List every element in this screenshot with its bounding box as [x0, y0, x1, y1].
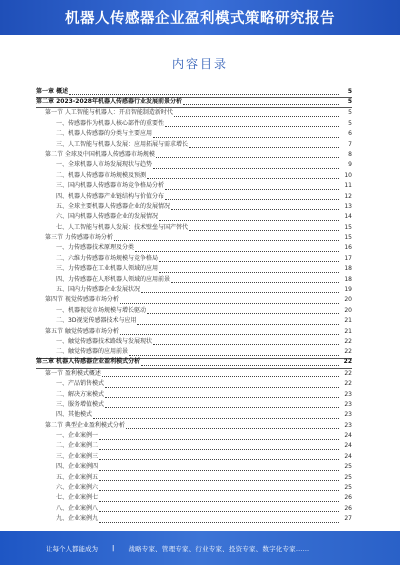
- toc-leader-dots: [129, 355, 339, 356]
- toc-entry[interactable]: [36, 316, 352, 326]
- toc-entry[interactable]: [36, 254, 352, 264]
- toc-leader-dots: [105, 407, 339, 408]
- toc-leader-dots: [93, 418, 339, 419]
- toc-leader-dots: [189, 230, 339, 231]
- toc-entry-label: 一、企业案例一: [56, 432, 99, 440]
- toc-leader-dots: [135, 251, 339, 252]
- toc-entry[interactable]: [36, 347, 352, 357]
- toc-entry-page: 18: [344, 265, 352, 273]
- toc-entry[interactable]: [36, 87, 352, 97]
- toc-leader-dots: [153, 344, 339, 345]
- toc-entry-page: 22: [344, 337, 352, 345]
- toc-entry-label: 第二节 典型企业盈利模式分析: [45, 421, 125, 429]
- toc-entry-page: 23: [344, 421, 352, 429]
- toc-entry[interactable]: [36, 181, 352, 191]
- toc-entry[interactable]: [36, 327, 352, 337]
- toc-entry-label: 二、触觉传感器的应用前景: [56, 348, 129, 356]
- toc-entry[interactable]: [36, 400, 352, 410]
- toc-entry-label: 四、企业案例四: [56, 463, 99, 471]
- toc-entry-label: 一、传感器作为机器人核心部件的重要性: [56, 119, 165, 127]
- toc-entry-page: 27: [344, 515, 352, 523]
- toc-entry[interactable]: [36, 379, 352, 389]
- toc-leader-dots: [156, 157, 339, 158]
- toc-leader-dots: [141, 365, 339, 366]
- toc-entry-page: 5: [347, 87, 352, 95]
- toc-entry-page: 25: [344, 463, 352, 471]
- toc-entry-label: 二、解决方案模式: [56, 390, 105, 398]
- toc-entry[interactable]: [36, 473, 352, 483]
- toc-leader-dots: [147, 178, 339, 179]
- toc-entry[interactable]: [36, 223, 352, 233]
- toc-entry-page: 5: [348, 109, 352, 117]
- toc-entry-label: 二、3D视觉传感器技术与应用: [56, 317, 137, 325]
- toc-entry-label: 四、机器人传感器产业链结构与价值分布: [56, 192, 165, 200]
- toc-entry[interactable]: [36, 160, 352, 170]
- toc-entry[interactable]: [36, 129, 352, 139]
- toc-entry-label: 第三节 力传感器市场分析: [45, 234, 113, 242]
- toc-leader-dots: [102, 376, 339, 377]
- report-footer: [0, 531, 400, 565]
- toc-entry[interactable]: [36, 192, 352, 202]
- table-of-contents: [36, 87, 352, 525]
- toc-entry[interactable]: [36, 493, 352, 503]
- toc-entry-label: 七、人工智能与机器人发展：技术壁垒与国产替代: [56, 223, 189, 231]
- footer-separator: |: [112, 544, 115, 552]
- toc-entry[interactable]: [36, 150, 352, 160]
- toc-title: 内容目录: [171, 57, 228, 71]
- toc-leader-dots: [99, 470, 339, 471]
- toc-entry[interactable]: [36, 212, 352, 222]
- toc-entry-page: 23: [344, 390, 352, 398]
- toc-entry-label: 第四节 视觉传感器市场分析: [45, 296, 119, 304]
- toc-entry[interactable]: [36, 119, 352, 129]
- toc-entry-label: 一、力传感器技术原理及分类: [56, 244, 135, 252]
- toc-entry[interactable]: [36, 295, 352, 305]
- toc-entry-page: 11: [344, 182, 352, 190]
- toc-leader-dots: [99, 522, 339, 523]
- toc-entry-label: 三、人工智能与机器人发展：应用拓展与需求增长: [56, 140, 189, 148]
- toc-entry-page: 14: [344, 213, 352, 221]
- toc-leader-dots: [189, 147, 339, 148]
- toc-entry-label: 一、机器视觉市场规模与增长驱动: [56, 306, 147, 314]
- toc-leader-dots: [159, 261, 339, 262]
- toc-leader-dots: [114, 240, 339, 241]
- toc-entry[interactable]: [36, 462, 352, 472]
- toc-entry-label: 一、产品销售模式: [56, 380, 105, 388]
- toc-entry-page: 12: [344, 192, 352, 200]
- toc-leader-dots: [153, 137, 339, 138]
- toc-entry-page: 21: [344, 327, 352, 335]
- toc-entry[interactable]: [36, 140, 352, 150]
- toc-entry-page: 19: [344, 286, 352, 294]
- toc-entry-page: 26: [344, 504, 352, 512]
- toc-entry-label: 三、国内机器人传感器市场竞争格局分析: [56, 182, 165, 190]
- toc-entry-page: 24: [344, 452, 352, 460]
- toc-leader-dots: [99, 449, 339, 450]
- toc-entry[interactable]: [36, 337, 352, 347]
- toc-entry-page: 20: [344, 306, 352, 314]
- toc-leader-dots: [99, 490, 339, 491]
- toc-entry-page: 22: [344, 380, 352, 388]
- toc-entry-label: 第五节 触觉传感器市场分析: [45, 327, 119, 335]
- toc-entry[interactable]: [36, 421, 352, 431]
- toc-entry-label: 三、服务增值模式: [56, 400, 105, 408]
- toc-entry-page: 25: [344, 473, 352, 481]
- toc-leader-dots: [99, 439, 339, 440]
- toc-entry[interactable]: [36, 97, 352, 108]
- toc-entry-page: 7: [348, 140, 352, 148]
- toc-entry-label: 九、企业案例九: [56, 515, 99, 523]
- toc-entry-label: 六、企业案例六: [56, 484, 99, 492]
- toc-entry-page: 22: [344, 348, 352, 356]
- toc-entry-page: 13: [344, 202, 352, 210]
- toc-entry-label: 第三章 机器人传感器企业盈利模式分析: [36, 358, 141, 366]
- toc-entry-page: 5: [347, 97, 352, 105]
- toc-entry-page: 6: [348, 130, 352, 138]
- toc-entry-label: 七、企业案例七: [56, 494, 99, 502]
- footer-services: 战略专家、管理专家、行业专家、投资专家、数字化专家……: [128, 544, 310, 553]
- toc-entry-label: 五、企业案例五: [56, 473, 99, 481]
- report-title: 机器人传感器企业盈利模式策略研究报告: [65, 11, 335, 27]
- toc-entry-label: 一、触觉传感器技术路线与发展现状: [56, 337, 153, 345]
- toc-leader-dots: [183, 104, 339, 105]
- toc-leader-dots: [126, 428, 339, 429]
- toc-entry-label: 五、全球主要机器人传感器企业的发展情况: [56, 202, 171, 210]
- toc-leader-dots: [159, 220, 339, 221]
- toc-entry-page: 22: [343, 358, 352, 366]
- toc-leader-dots: [165, 199, 339, 200]
- toc-entry-page: 21: [344, 317, 352, 325]
- toc-entry-page: 8: [348, 150, 352, 158]
- toc-entry-label: 二、机器人传感器的分类与主要应用: [56, 130, 153, 138]
- toc-entry[interactable]: [36, 202, 352, 212]
- toc-leader-dots: [99, 480, 339, 481]
- toc-entry-page: 16: [344, 244, 352, 252]
- toc-entry[interactable]: [36, 275, 352, 285]
- toc-leader-dots: [137, 324, 339, 325]
- toc-leader-dots: [69, 94, 339, 95]
- toc-entry-label: 第一节 盈利模式概述: [45, 369, 101, 377]
- toc-entry[interactable]: [36, 171, 352, 181]
- toc-leader-dots: [171, 209, 339, 210]
- toc-entry-page: 18: [344, 275, 352, 283]
- toc-entry[interactable]: [36, 390, 352, 400]
- report-header: [0, 0, 400, 35]
- toc-entry[interactable]: [36, 442, 352, 452]
- toc-entry-label: 三、企业案例三: [56, 452, 99, 460]
- toc-leader-dots: [105, 387, 339, 388]
- toc-entry-label: 二、机器人传感器市场规模及预测: [56, 171, 147, 179]
- toc-entry-label: 第二章 2023-2028年机器人传感器行业发展前景分析: [36, 97, 182, 105]
- footer-slogan: 让每个人都能成为: [46, 544, 98, 553]
- toc-entry[interactable]: [36, 410, 352, 420]
- toc-leader-dots: [159, 272, 339, 273]
- toc-entry[interactable]: [36, 233, 352, 243]
- toc-leader-dots: [147, 313, 339, 314]
- toc-entry-page: 23: [344, 400, 352, 408]
- toc-entry[interactable]: [36, 504, 352, 514]
- toc-entry[interactable]: [36, 369, 352, 379]
- toc-entry-page: 20: [344, 296, 352, 304]
- toc-leader-dots: [165, 189, 339, 190]
- toc-entry-label: 六、国内机器人传感器企业的发展情况: [56, 213, 159, 221]
- toc-entry-page: 17: [344, 254, 352, 262]
- toc-entry-label: 一、全球机器人市场发展现状与趋势: [56, 161, 153, 169]
- toc-entry[interactable]: [36, 514, 352, 524]
- toc-entry-page: 15: [344, 223, 352, 231]
- toc-entry-page: 22: [344, 369, 352, 377]
- toc-entry-label: 四、力传感器在人形机器人领域的应用前景: [56, 275, 171, 283]
- toc-leader-dots: [141, 292, 339, 293]
- toc-leader-dots: [99, 501, 339, 502]
- toc-entry[interactable]: [36, 358, 352, 369]
- toc-leader-dots: [153, 168, 339, 169]
- toc-entry[interactable]: [36, 306, 352, 316]
- toc-entry-label: 二、企业案例二: [56, 442, 99, 450]
- toc-entry-label: 八、企业案例八: [56, 504, 99, 512]
- toc-leader-dots: [120, 334, 339, 335]
- toc-entry[interactable]: [36, 108, 352, 118]
- toc-entry-page: 23: [344, 411, 352, 419]
- toc-entry[interactable]: [36, 452, 352, 462]
- toc-entry-label: 第一节 人工智能与机器人：开启智能制造新时代: [45, 109, 173, 117]
- toc-entry-page: 15: [344, 234, 352, 242]
- toc-entry-page: 24: [344, 442, 352, 450]
- toc-entry-page: 25: [344, 484, 352, 492]
- toc-entry[interactable]: [36, 483, 352, 493]
- toc-entry[interactable]: [36, 264, 352, 274]
- toc-entry-label: 二、六维力传感器市场规模与竞争格局: [56, 254, 159, 262]
- toc-entry-page: 26: [344, 494, 352, 502]
- toc-entry-label: 三、力传感器在工业机器人领域的应用: [56, 265, 159, 273]
- toc-entry-label: 四、其他模式: [56, 411, 93, 419]
- toc-entry-label: 五、国内力传感器企业发展状况: [56, 286, 141, 294]
- toc-entry-page: 24: [344, 432, 352, 440]
- toc-leader-dots: [105, 397, 339, 398]
- toc-entry[interactable]: [36, 285, 352, 295]
- toc-leader-dots: [99, 511, 339, 512]
- toc-entry-page: 9: [348, 161, 352, 169]
- toc-entry-label: 第二节 全球及中国机器人传感器市场规模: [45, 150, 155, 158]
- toc-leader-dots: [165, 126, 339, 127]
- toc-leader-dots: [174, 116, 339, 117]
- toc-leader-dots: [120, 303, 339, 304]
- toc-entry[interactable]: [36, 243, 352, 253]
- toc-entry-label: 第一章 概述: [36, 87, 69, 95]
- toc-leader-dots: [99, 459, 339, 460]
- toc-entry-page: 10: [344, 171, 352, 179]
- toc-entry[interactable]: [36, 431, 352, 441]
- toc-entry-page: 5: [348, 119, 352, 127]
- toc-leader-dots: [171, 282, 339, 283]
